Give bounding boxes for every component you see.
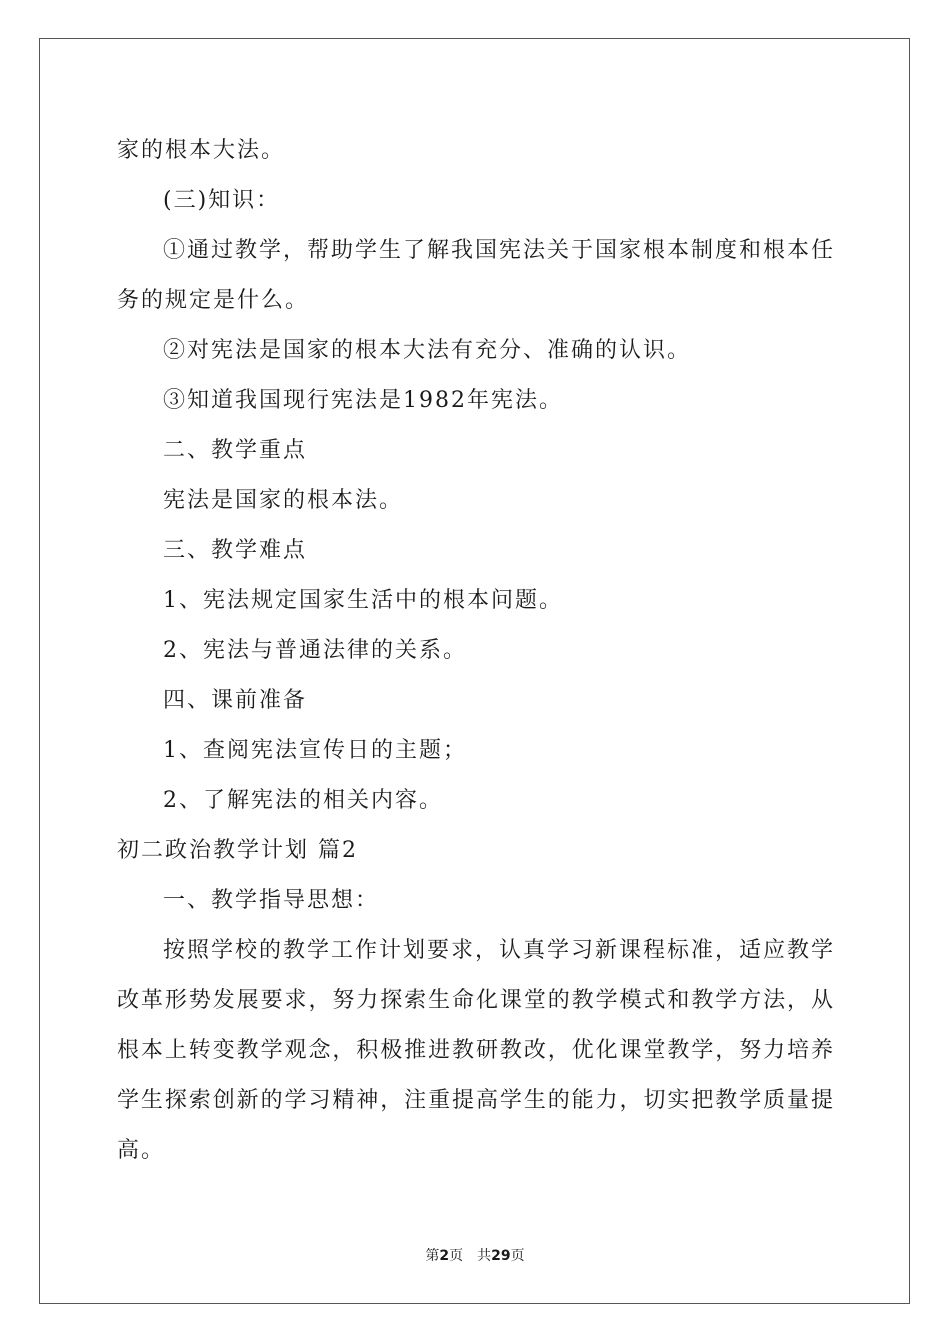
list-item: 1、查阅宪法宣传日的主题； (163, 738, 467, 763)
paragraph-line: 学生探索创新的学习精神，注重提高学生的能力，切实把教学质量提 (117, 1088, 833, 1113)
paragraph-line: 按照学校的教学工作计划要求，认真学习新课程标准，适应教学 (163, 938, 833, 963)
paragraph-line: 宪法是国家的根本法。 (163, 488, 404, 513)
paragraph-line: 根本上转变教学观念，积极推进教研教改，优化课堂教学，努力培养 (117, 1038, 833, 1063)
list-item: 2、宪法与普通法律的关系。 (163, 638, 467, 663)
paragraph-line: ②对宪法是国家的根本大法有充分、准确的认识。 (163, 338, 692, 363)
page-suffix: 页 (449, 1248, 464, 1264)
total-suffix: 页 (510, 1248, 525, 1264)
paragraph-line: ③知道我国现行宪法是1982年宪法。 (163, 388, 563, 413)
list-item: 1、宪法规定国家生活中的根本问题。 (163, 588, 563, 613)
page-footer (0, 1247, 950, 1265)
list-item: 2、了解宪法的相关内容。 (163, 788, 443, 813)
paragraph-line: 家的根本大法。 (117, 138, 286, 163)
paragraph-line: 务的规定是什么。 (117, 288, 310, 313)
section-heading: 三、教学难点 (163, 538, 308, 563)
section-heading: 一、教学指导思想： (163, 888, 380, 913)
article-title: 初二政治教学计划 篇2 (117, 838, 358, 863)
total-pages: 29 (491, 1248, 511, 1264)
section-heading: 二、教学重点 (163, 438, 308, 463)
page-number: 2 (439, 1248, 450, 1264)
section-heading-knowledge: (三)知识： (163, 188, 281, 213)
paragraph-line: 改革形势发展要求，努力探索生命化课堂的教学模式和教学方法，从 (117, 988, 833, 1013)
total-prefix: 共 (477, 1248, 492, 1264)
page-prefix: 第 (425, 1248, 440, 1264)
section-heading: 四、课前准备 (163, 688, 308, 713)
paragraph-line: 高。 (117, 1138, 166, 1163)
paragraph-line: ①通过教学，帮助学生了解我国宪法关于国家根本制度和根本任 (163, 238, 833, 263)
